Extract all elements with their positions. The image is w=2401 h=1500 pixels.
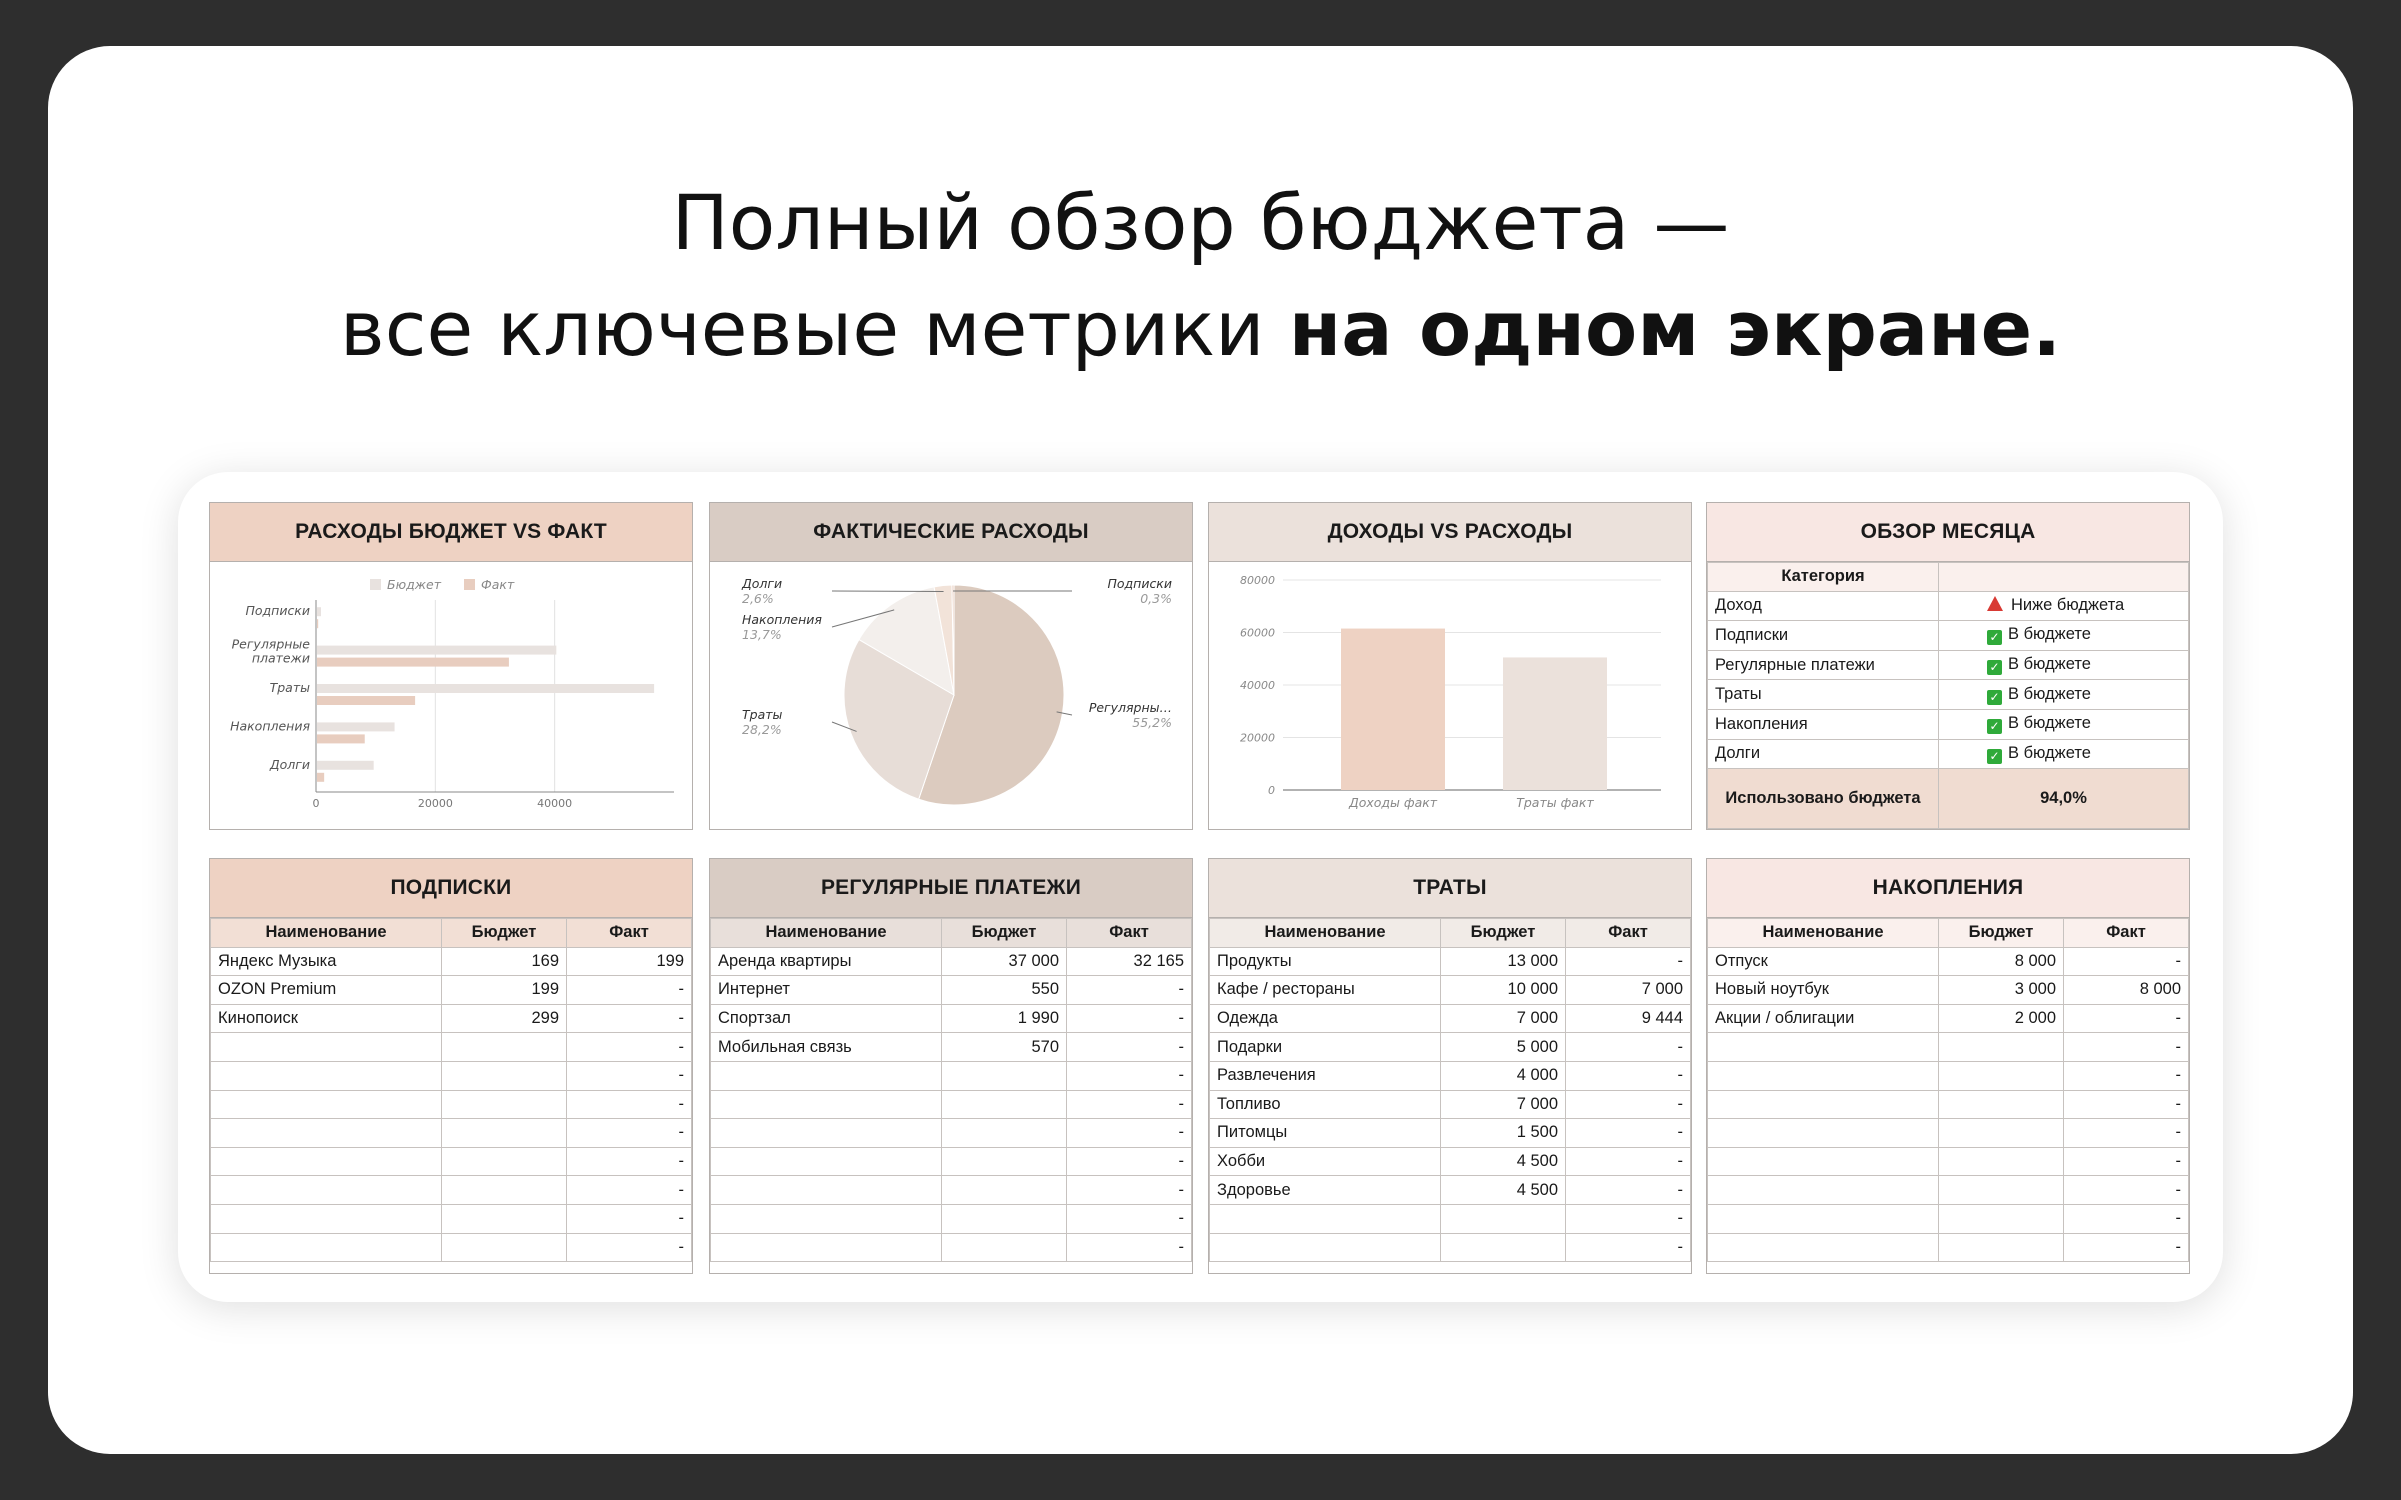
row-name	[211, 1033, 442, 1062]
row-name: OZON Premium	[211, 976, 442, 1005]
row-fact: -	[567, 976, 692, 1005]
row-budget	[942, 1233, 1067, 1262]
row-name: Отпуск	[1708, 947, 1939, 976]
row-fact: -	[1067, 1090, 1192, 1119]
table-row	[711, 1090, 1192, 1119]
row-name: Подарки	[1210, 1033, 1441, 1062]
row-name	[711, 1119, 942, 1148]
overview-status-cell	[1939, 680, 2189, 710]
row-budget	[1939, 1147, 2064, 1176]
headline-line-1: Полный обзор бюджета —	[671, 178, 1730, 267]
row-budget	[1939, 1119, 2064, 1148]
row-name	[1708, 1147, 1939, 1176]
row-fact: -	[1067, 1119, 1192, 1148]
subscriptions-panel	[209, 858, 693, 1274]
bar-fact	[317, 619, 318, 628]
row-fact: -	[2064, 1233, 2189, 1262]
row-budget	[442, 1061, 567, 1090]
overview-status: Ниже бюджета	[2011, 596, 2125, 615]
y-tick-label: 20000	[1240, 731, 1275, 745]
budget-header: Бюджет	[1441, 919, 1566, 948]
row-name: Здоровье	[1210, 1176, 1441, 1205]
actual-expenses-chart	[710, 562, 1191, 828]
overview-status: В бюджете	[2008, 714, 2091, 733]
y-tick-label: 40000	[1240, 679, 1275, 692]
row-name: Аренда квартиры	[711, 947, 942, 976]
table-row	[211, 1004, 692, 1033]
y-tick-label: 60000	[1240, 626, 1275, 640]
row-budget: 37 000	[942, 947, 1067, 976]
bar-fact	[317, 696, 415, 705]
row-budget	[442, 1147, 567, 1176]
row-name	[211, 1090, 442, 1119]
table-row	[211, 1204, 692, 1233]
row-name: Хобби	[1210, 1147, 1441, 1176]
row-name: Топливо	[1210, 1090, 1441, 1119]
fact-header: Факт	[1067, 919, 1192, 948]
row-budget	[942, 1119, 1067, 1148]
pie-label: Долги	[742, 576, 783, 591]
row-budget: 3 000	[1939, 976, 2064, 1005]
table-row	[1210, 976, 1691, 1005]
row-budget: 8 000	[1939, 947, 2064, 976]
category-label: Подписки	[245, 603, 310, 619]
bar-budget	[317, 684, 654, 693]
budget-header: Бюджет	[442, 919, 567, 948]
row-budget	[1939, 1090, 2064, 1119]
name-header: Наименование	[1210, 919, 1441, 948]
row-budget: 4 500	[1441, 1176, 1566, 1205]
row-budget	[1939, 1033, 2064, 1062]
row-fact: 8 000	[2064, 976, 2189, 1005]
pie-percent: 28,2%	[742, 722, 782, 737]
row-budget: 169	[442, 947, 567, 976]
table-row	[1708, 1147, 2189, 1176]
category-label: Накопления	[230, 718, 310, 734]
row-budget	[942, 1176, 1067, 1205]
row-fact: -	[1566, 1233, 1691, 1262]
subscriptions-table	[210, 918, 692, 1262]
row-fact: -	[1566, 1119, 1691, 1148]
pie-percent: 13,7%	[742, 627, 782, 642]
budget-used-value: 94,0%	[1939, 769, 2189, 829]
x-tick-label: 0	[312, 797, 320, 810]
overview-category: Доход	[1708, 591, 1939, 621]
table-row	[1708, 1204, 2189, 1233]
table-row	[711, 947, 1192, 976]
regular-payments-title: РЕГУЛЯРНЫЕ ПЛАТЕЖИ	[710, 859, 1192, 918]
checkmark-icon: ✓	[1987, 630, 2002, 645]
table-row	[211, 976, 692, 1005]
row-fact: -	[567, 1033, 692, 1062]
row-fact: -	[567, 1176, 692, 1205]
table-row	[1708, 1090, 2189, 1119]
table-row	[211, 1033, 692, 1062]
overview-category: Долги	[1708, 739, 1939, 769]
overview-row	[1708, 739, 2189, 769]
y-tick-label: 0	[1268, 784, 1275, 797]
row-name	[711, 1090, 942, 1119]
row-fact: -	[1067, 976, 1192, 1005]
overview-status: В бюджете	[2008, 655, 2091, 674]
checkmark-icon: ✓	[1987, 690, 2002, 705]
table-row	[1708, 1176, 2189, 1205]
table-row	[1708, 976, 2189, 1005]
table-row	[1210, 947, 1691, 976]
table-row	[1210, 1147, 1691, 1176]
row-fact: 199	[567, 947, 692, 976]
row-name	[1708, 1119, 1939, 1148]
savings-table	[1707, 918, 2189, 1262]
row-fact: -	[1566, 1204, 1691, 1233]
row-fact: -	[2064, 1119, 2189, 1148]
row-name: Новый ноутбук	[1708, 976, 1939, 1005]
row-budget: 199	[442, 976, 567, 1005]
legend-label: Бюджет	[387, 577, 441, 592]
month-overview-title: ОБЗОР МЕСЯЦА	[1707, 503, 2189, 562]
budget-header: Бюджет	[1939, 919, 2064, 948]
overview-category: Подписки	[1708, 621, 1939, 651]
row-name	[1708, 1033, 1939, 1062]
row-fact: 32 165	[1067, 947, 1192, 976]
row-budget	[442, 1233, 567, 1262]
row-fact: -	[1566, 1176, 1691, 1205]
table-row	[211, 1061, 692, 1090]
warning-triangle-icon	[1987, 596, 2003, 611]
overview-status-cell	[1939, 591, 2189, 621]
name-header: Наименование	[711, 919, 942, 948]
row-budget	[442, 1119, 567, 1148]
row-name	[1708, 1204, 1939, 1233]
row-fact: 7 000	[1566, 976, 1691, 1005]
table-row	[211, 947, 692, 976]
dashboard-sheet	[178, 472, 2223, 1302]
table-row	[1708, 1233, 2189, 1262]
row-fact: -	[1067, 1061, 1192, 1090]
row-budget	[942, 1204, 1067, 1233]
pie-percent: 2,6%	[742, 591, 774, 606]
overview-row	[1708, 680, 2189, 710]
headline-line-2-regular: все ключевые метрики	[339, 284, 1289, 373]
row-name	[711, 1233, 942, 1262]
row-fact: -	[1566, 1061, 1691, 1090]
income-vs-expenses-panel	[1208, 502, 1692, 830]
table-row	[1210, 1061, 1691, 1090]
bar-budget	[317, 761, 374, 770]
month-overview-panel	[1706, 502, 2190, 830]
pie-percent: 55,2%	[1132, 715, 1172, 730]
row-name	[711, 1176, 942, 1205]
row-budget	[1939, 1176, 2064, 1205]
row-fact: -	[2064, 1061, 2189, 1090]
row-fact: -	[1067, 1233, 1192, 1262]
row-name	[1210, 1204, 1441, 1233]
savings-panel	[1706, 858, 2190, 1274]
bar-fact	[317, 658, 509, 667]
row-fact: -	[1067, 1147, 1192, 1176]
row-name: Кафе / рестораны	[1210, 976, 1441, 1005]
pie-label: Накопления	[742, 612, 822, 627]
row-budget	[1939, 1233, 2064, 1262]
row-budget: 4 500	[1441, 1147, 1566, 1176]
row-budget	[442, 1204, 567, 1233]
row-fact: -	[2064, 947, 2189, 976]
row-budget: 1 500	[1441, 1119, 1566, 1148]
row-fact: -	[2064, 1147, 2189, 1176]
pie-percent: 0,3%	[1140, 591, 1172, 606]
spending-title: ТРАТЫ	[1209, 859, 1691, 918]
row-budget	[1939, 1204, 2064, 1233]
bar-fact	[317, 734, 365, 743]
overview-status-cell	[1939, 739, 2189, 769]
row-name	[211, 1119, 442, 1148]
row-budget: 7 000	[1441, 1004, 1566, 1033]
overview-status: В бюджете	[2008, 684, 2091, 703]
table-row	[1708, 1033, 2189, 1062]
overview-row	[1708, 709, 2189, 739]
bar-budget	[317, 607, 321, 616]
table-row	[711, 1233, 1192, 1262]
row-name	[1708, 1233, 1939, 1262]
table-row	[1708, 1119, 2189, 1148]
row-name	[1708, 1061, 1939, 1090]
income-expense-bar	[1503, 657, 1607, 790]
y-tick-label: 80000	[1240, 574, 1275, 587]
headline-line-2	[0, 276, 2401, 382]
overview-category-header: Категория	[1708, 563, 1939, 592]
row-name: Спортзал	[711, 1004, 942, 1033]
actual-expenses-panel	[709, 502, 1193, 830]
spending-panel	[1208, 858, 1692, 1274]
table-row	[1210, 1090, 1691, 1119]
row-budget	[942, 1090, 1067, 1119]
row-budget: 4 000	[1441, 1061, 1566, 1090]
overview-status-cell	[1939, 621, 2189, 651]
table-row	[211, 1090, 692, 1119]
table-row	[711, 1061, 1192, 1090]
pie-label: Траты	[742, 707, 783, 722]
x-category-label: Траты факт	[1516, 795, 1594, 810]
name-header: Наименование	[1708, 919, 1939, 948]
row-budget: 5 000	[1441, 1033, 1566, 1062]
savings-title: НАКОПЛЕНИЯ	[1707, 859, 2189, 918]
row-budget: 1 990	[942, 1004, 1067, 1033]
row-budget	[1441, 1204, 1566, 1233]
income-vs-expenses-chart	[1209, 562, 1690, 828]
row-fact: -	[2064, 1004, 2189, 1033]
table-row	[211, 1176, 692, 1205]
overview-status-cell	[1939, 709, 2189, 739]
headline	[0, 170, 2401, 382]
row-budget	[442, 1090, 567, 1119]
row-fact: -	[567, 1119, 692, 1148]
category-label: Регулярные платежи	[231, 636, 310, 666]
table-row	[1708, 1004, 2189, 1033]
income-vs-expenses-title: ДОХОДЫ VS РАСХОДЫ	[1209, 503, 1691, 562]
x-tick-label: 40000	[537, 797, 573, 810]
bar-fact	[317, 773, 324, 782]
row-budget	[442, 1033, 567, 1062]
row-name	[211, 1233, 442, 1262]
table-row	[1210, 1119, 1691, 1148]
table-row	[1210, 1204, 1691, 1233]
row-fact: -	[1566, 1090, 1691, 1119]
row-fact: 9 444	[1566, 1004, 1691, 1033]
budget-header: Бюджет	[942, 919, 1067, 948]
fact-header: Факт	[1566, 919, 1691, 948]
row-fact: -	[2064, 1090, 2189, 1119]
table-row	[711, 976, 1192, 1005]
pie-label: Регулярны…	[1088, 700, 1172, 715]
table-row	[211, 1233, 692, 1262]
table-row	[711, 1004, 1192, 1033]
pie-label: Подписки	[1107, 576, 1172, 591]
row-fact: -	[567, 1061, 692, 1090]
row-fact: -	[567, 1233, 692, 1262]
row-budget: 13 000	[1441, 947, 1566, 976]
row-name: Мобильная связь	[711, 1033, 942, 1062]
table-row	[1210, 1176, 1691, 1205]
overview-category: Траты	[1708, 680, 1939, 710]
row-budget: 10 000	[1441, 976, 1566, 1005]
overview-status-cell	[1939, 650, 2189, 680]
budget-used-label: Использовано бюджета	[1708, 769, 1939, 829]
legend-label: Факт	[481, 577, 515, 592]
overview-row	[1708, 650, 2189, 680]
overview-category: Регулярные платежи	[1708, 650, 1939, 680]
row-fact: -	[2064, 1204, 2189, 1233]
overview-row	[1708, 621, 2189, 651]
row-budget: 2 000	[1939, 1004, 2064, 1033]
row-name	[711, 1147, 942, 1176]
row-name	[211, 1176, 442, 1205]
row-fact: -	[2064, 1033, 2189, 1062]
table-row	[711, 1176, 1192, 1205]
name-header: Наименование	[211, 919, 442, 948]
regular-payments-panel	[709, 858, 1193, 1274]
fact-header: Факт	[2064, 919, 2189, 948]
row-fact: -	[1067, 1004, 1192, 1033]
row-fact: -	[1067, 1176, 1192, 1205]
row-budget: 7 000	[1441, 1090, 1566, 1119]
row-budget	[1441, 1233, 1566, 1262]
legend-swatch	[464, 579, 475, 590]
overview-status-header	[1939, 563, 2189, 592]
table-row	[1210, 1033, 1691, 1062]
overview-row	[1708, 591, 2189, 621]
table-row	[211, 1147, 692, 1176]
row-fact: -	[567, 1204, 692, 1233]
checkmark-icon: ✓	[1987, 749, 2002, 764]
row-name	[211, 1204, 442, 1233]
budget-vs-fact-chart	[210, 562, 691, 828]
table-row	[711, 1119, 1192, 1148]
row-name: Развлечения	[1210, 1061, 1441, 1090]
income-expense-bar	[1341, 629, 1445, 790]
row-budget: 550	[942, 976, 1067, 1005]
row-name: Яндекс Музыка	[211, 947, 442, 976]
checkmark-icon: ✓	[1987, 660, 2002, 675]
bar-budget	[317, 646, 556, 655]
table-row	[711, 1033, 1192, 1062]
bar-budget	[317, 722, 395, 731]
row-name: Интернет	[711, 976, 942, 1005]
row-name: Акции / облигации	[1708, 1004, 1939, 1033]
overview-category: Накопления	[1708, 709, 1939, 739]
table-row	[1708, 1061, 2189, 1090]
legend-swatch	[370, 579, 381, 590]
row-fact: -	[1067, 1204, 1192, 1233]
category-label: Траты	[269, 680, 310, 695]
headline-line-2-bold: на одном экране.	[1288, 284, 2062, 373]
table-row	[211, 1119, 692, 1148]
overview-status: В бюджете	[2008, 743, 2091, 762]
spending-table	[1209, 918, 1691, 1262]
row-fact: -	[567, 1004, 692, 1033]
row-budget	[442, 1176, 567, 1205]
row-name	[211, 1061, 442, 1090]
category-label: Долги	[269, 756, 310, 772]
budget-vs-fact-panel	[209, 502, 693, 830]
table-row	[1708, 947, 2189, 976]
row-fact: -	[567, 1090, 692, 1119]
regular-payments-table	[710, 918, 1192, 1262]
table-row	[711, 1147, 1192, 1176]
budget-vs-fact-title: РАСХОДЫ БЮДЖЕТ VS ФАКТ	[210, 503, 692, 562]
row-name: Кинопоиск	[211, 1004, 442, 1033]
row-name	[711, 1061, 942, 1090]
subscriptions-title: ПОДПИСКИ	[210, 859, 692, 918]
pie-leader-line	[832, 591, 944, 592]
row-name	[211, 1147, 442, 1176]
row-fact: -	[2064, 1176, 2189, 1205]
overview-status: В бюджете	[2008, 625, 2091, 644]
row-budget	[942, 1061, 1067, 1090]
checkmark-icon: ✓	[1987, 719, 2002, 734]
row-fact: -	[567, 1147, 692, 1176]
row-name: Питомцы	[1210, 1119, 1441, 1148]
fact-header: Факт	[567, 919, 692, 948]
row-name: Продукты	[1210, 947, 1441, 976]
row-fact: -	[1566, 1147, 1691, 1176]
row-name: Одежда	[1210, 1004, 1441, 1033]
row-budget	[1939, 1061, 2064, 1090]
row-fact: -	[1566, 1033, 1691, 1062]
table-row	[1210, 1233, 1691, 1262]
month-overview-table	[1707, 562, 2189, 829]
row-name	[711, 1204, 942, 1233]
row-budget	[942, 1147, 1067, 1176]
row-fact: -	[1067, 1033, 1192, 1062]
row-name	[1708, 1090, 1939, 1119]
row-fact: -	[1566, 947, 1691, 976]
row-name	[1210, 1233, 1441, 1262]
x-tick-label: 20000	[417, 797, 453, 810]
table-row	[1210, 1004, 1691, 1033]
row-budget: 299	[442, 1004, 567, 1033]
table-row	[711, 1204, 1192, 1233]
row-name	[1708, 1176, 1939, 1205]
actual-expenses-title: ФАКТИЧЕСКИЕ РАСХОДЫ	[710, 503, 1192, 562]
row-budget: 570	[942, 1033, 1067, 1062]
x-category-label: Доходы факт	[1348, 795, 1438, 810]
